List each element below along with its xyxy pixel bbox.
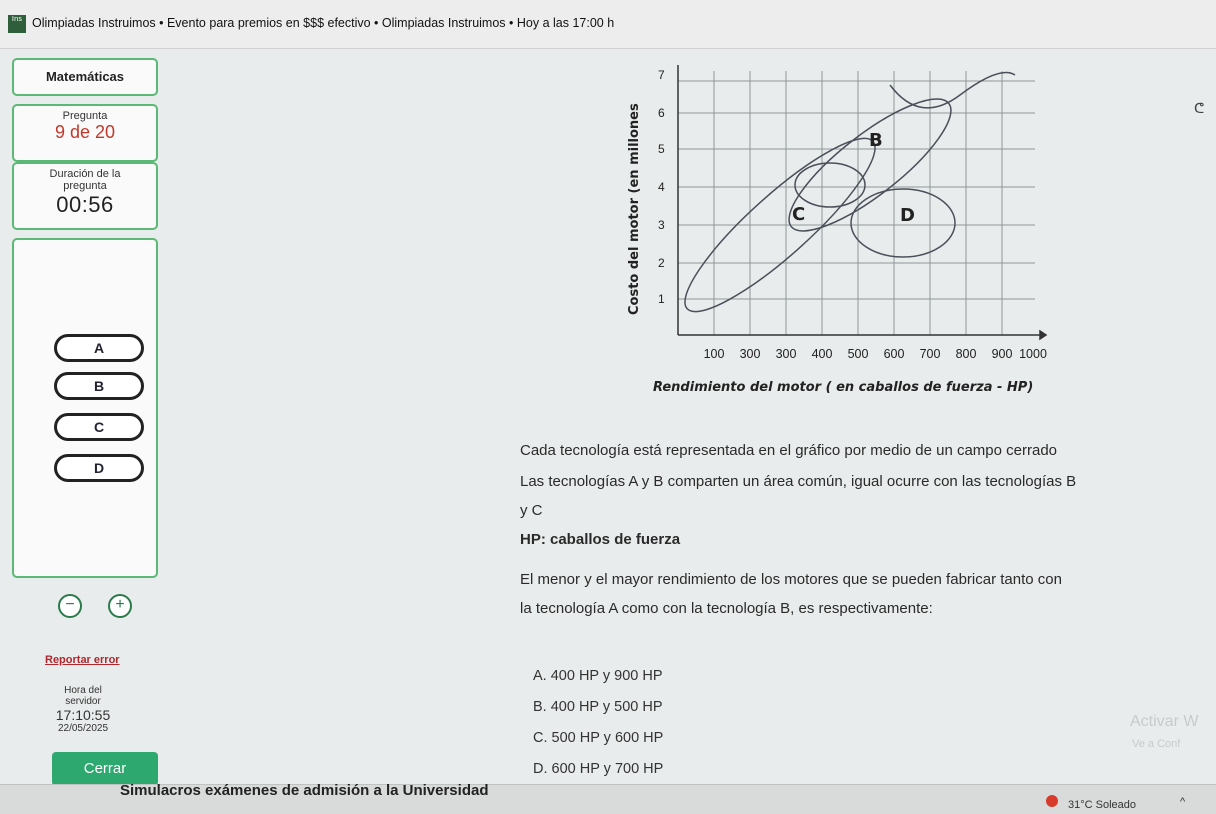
- y-tick: 2: [658, 256, 665, 270]
- question-number: 9 de 20: [54, 122, 116, 142]
- x-tick: 1000: [1019, 347, 1047, 361]
- y-tick: 4: [658, 180, 665, 194]
- weather-icon: [1046, 795, 1058, 807]
- bottom-bar: [0, 784, 1216, 814]
- x-tick: 500: [847, 347, 869, 361]
- region-label-c: C: [792, 204, 806, 225]
- question-label: Pregunta: [62, 110, 108, 122]
- y-tick: 7: [658, 68, 665, 82]
- region-label-b: B: [869, 130, 883, 151]
- server-time-label-2: servidor: [65, 696, 101, 707]
- timer-card: [12, 162, 158, 230]
- x-tick: 700: [919, 347, 941, 361]
- chevron-up-icon[interactable]: ^: [1180, 796, 1186, 808]
- option-d-button[interactable]: D: [54, 454, 144, 482]
- y-tick-labels: [658, 68, 665, 306]
- question-text-line: y C: [520, 502, 543, 519]
- chart-gridlines: [678, 71, 1035, 335]
- y-tick: 3: [658, 218, 665, 232]
- zoom-in-button[interactable]: +: [108, 594, 132, 618]
- subject-card: [12, 58, 158, 96]
- region-label-d: D: [900, 205, 915, 226]
- option-a-button[interactable]: A: [54, 334, 144, 362]
- question-body: [520, 442, 1200, 617]
- y-tick: 5: [658, 142, 665, 156]
- hp-note: HP: caballos de fuerza: [520, 531, 681, 548]
- event-banner-title: Olimpiadas Instruimos • Evento para premios en $$$ efectivo • Olimpiadas Instruimos • Hoy a las 17:00 h: [32, 16, 615, 30]
- subject-label: Matemáticas: [45, 69, 125, 84]
- y-tick: 1: [658, 292, 665, 306]
- y-tick: 6: [658, 106, 665, 120]
- y-axis-label: Costo del motor (en millones: [627, 103, 642, 315]
- x-tick-labels: [704, 347, 1047, 361]
- answer-option-d[interactable]: D. 600 HP y 700 HP: [533, 761, 664, 777]
- top-bar: [0, 0, 1216, 49]
- x-tick: 100: [703, 347, 725, 361]
- region-top-arc: [890, 73, 1015, 108]
- footer-label: Simulacros exámenes de admisión a la Universidad: [120, 782, 489, 799]
- answer-option-a[interactable]: A. 400 HP y 900 HP: [533, 668, 663, 684]
- x-tick: 400: [811, 347, 833, 361]
- answer-list: [533, 668, 663, 792]
- question-text-line: Las tecnologías A y B comparten un área común, igual ocurre con las tecnologías B: [520, 473, 1077, 490]
- windows-activation-watermark: Activar W: [1130, 713, 1199, 730]
- duration-label: Duración de la pregunta: [49, 168, 121, 192]
- server-time: 17:10:55: [55, 707, 111, 723]
- zoom-out-button[interactable]: −: [58, 594, 82, 618]
- server-date: 22/05/2025: [57, 723, 109, 734]
- option-b-button[interactable]: B: [54, 372, 144, 400]
- answer-option-c[interactable]: C. 500 HP y 600 HP: [533, 730, 664, 746]
- report-error-link[interactable]: Reportar error: [45, 654, 120, 666]
- question-timer: 00:56: [56, 192, 114, 217]
- answer-options-panel: [12, 238, 158, 578]
- sidebar: [10, 52, 162, 792]
- server-time-block: [28, 685, 138, 734]
- question-text-line: Cada tecnología está representada en el gráfico por medio de un campo cerrado: [520, 442, 1058, 459]
- question-card: [12, 104, 158, 162]
- x-tick: 300: [775, 347, 797, 361]
- windows-activation-watermark-sub: Ve a Conf: [1132, 738, 1181, 750]
- engine-chart: [620, 55, 1080, 400]
- x-axis-label: Rendimiento del motor ( en caballos de fuerza - HP): [653, 380, 1034, 395]
- x-tick: 300: [739, 347, 761, 361]
- close-button[interactable]: Cerrar: [52, 752, 158, 786]
- answer-option-b[interactable]: B. 400 HP y 500 HP: [533, 699, 663, 715]
- app-logo-icon: Ins: [8, 15, 26, 33]
- accessibility-icon[interactable]: ᕦ: [1194, 100, 1205, 116]
- question-prompt: la tecnología A como con la tecnología B, es respectivamente:: [520, 600, 933, 617]
- chart-regions: [667, 73, 1015, 331]
- x-tick: 800: [955, 347, 977, 361]
- option-c-button[interactable]: C: [54, 413, 144, 441]
- x-tick: 900: [991, 347, 1013, 361]
- weather-status: 31°C Soleado: [1068, 799, 1137, 811]
- server-time-label-1: Hora del: [64, 685, 102, 696]
- x-tick: 600: [883, 347, 905, 361]
- question-prompt: El menor y el mayor rendimiento de los motores que se pueden fabricar tanto con: [520, 571, 1062, 588]
